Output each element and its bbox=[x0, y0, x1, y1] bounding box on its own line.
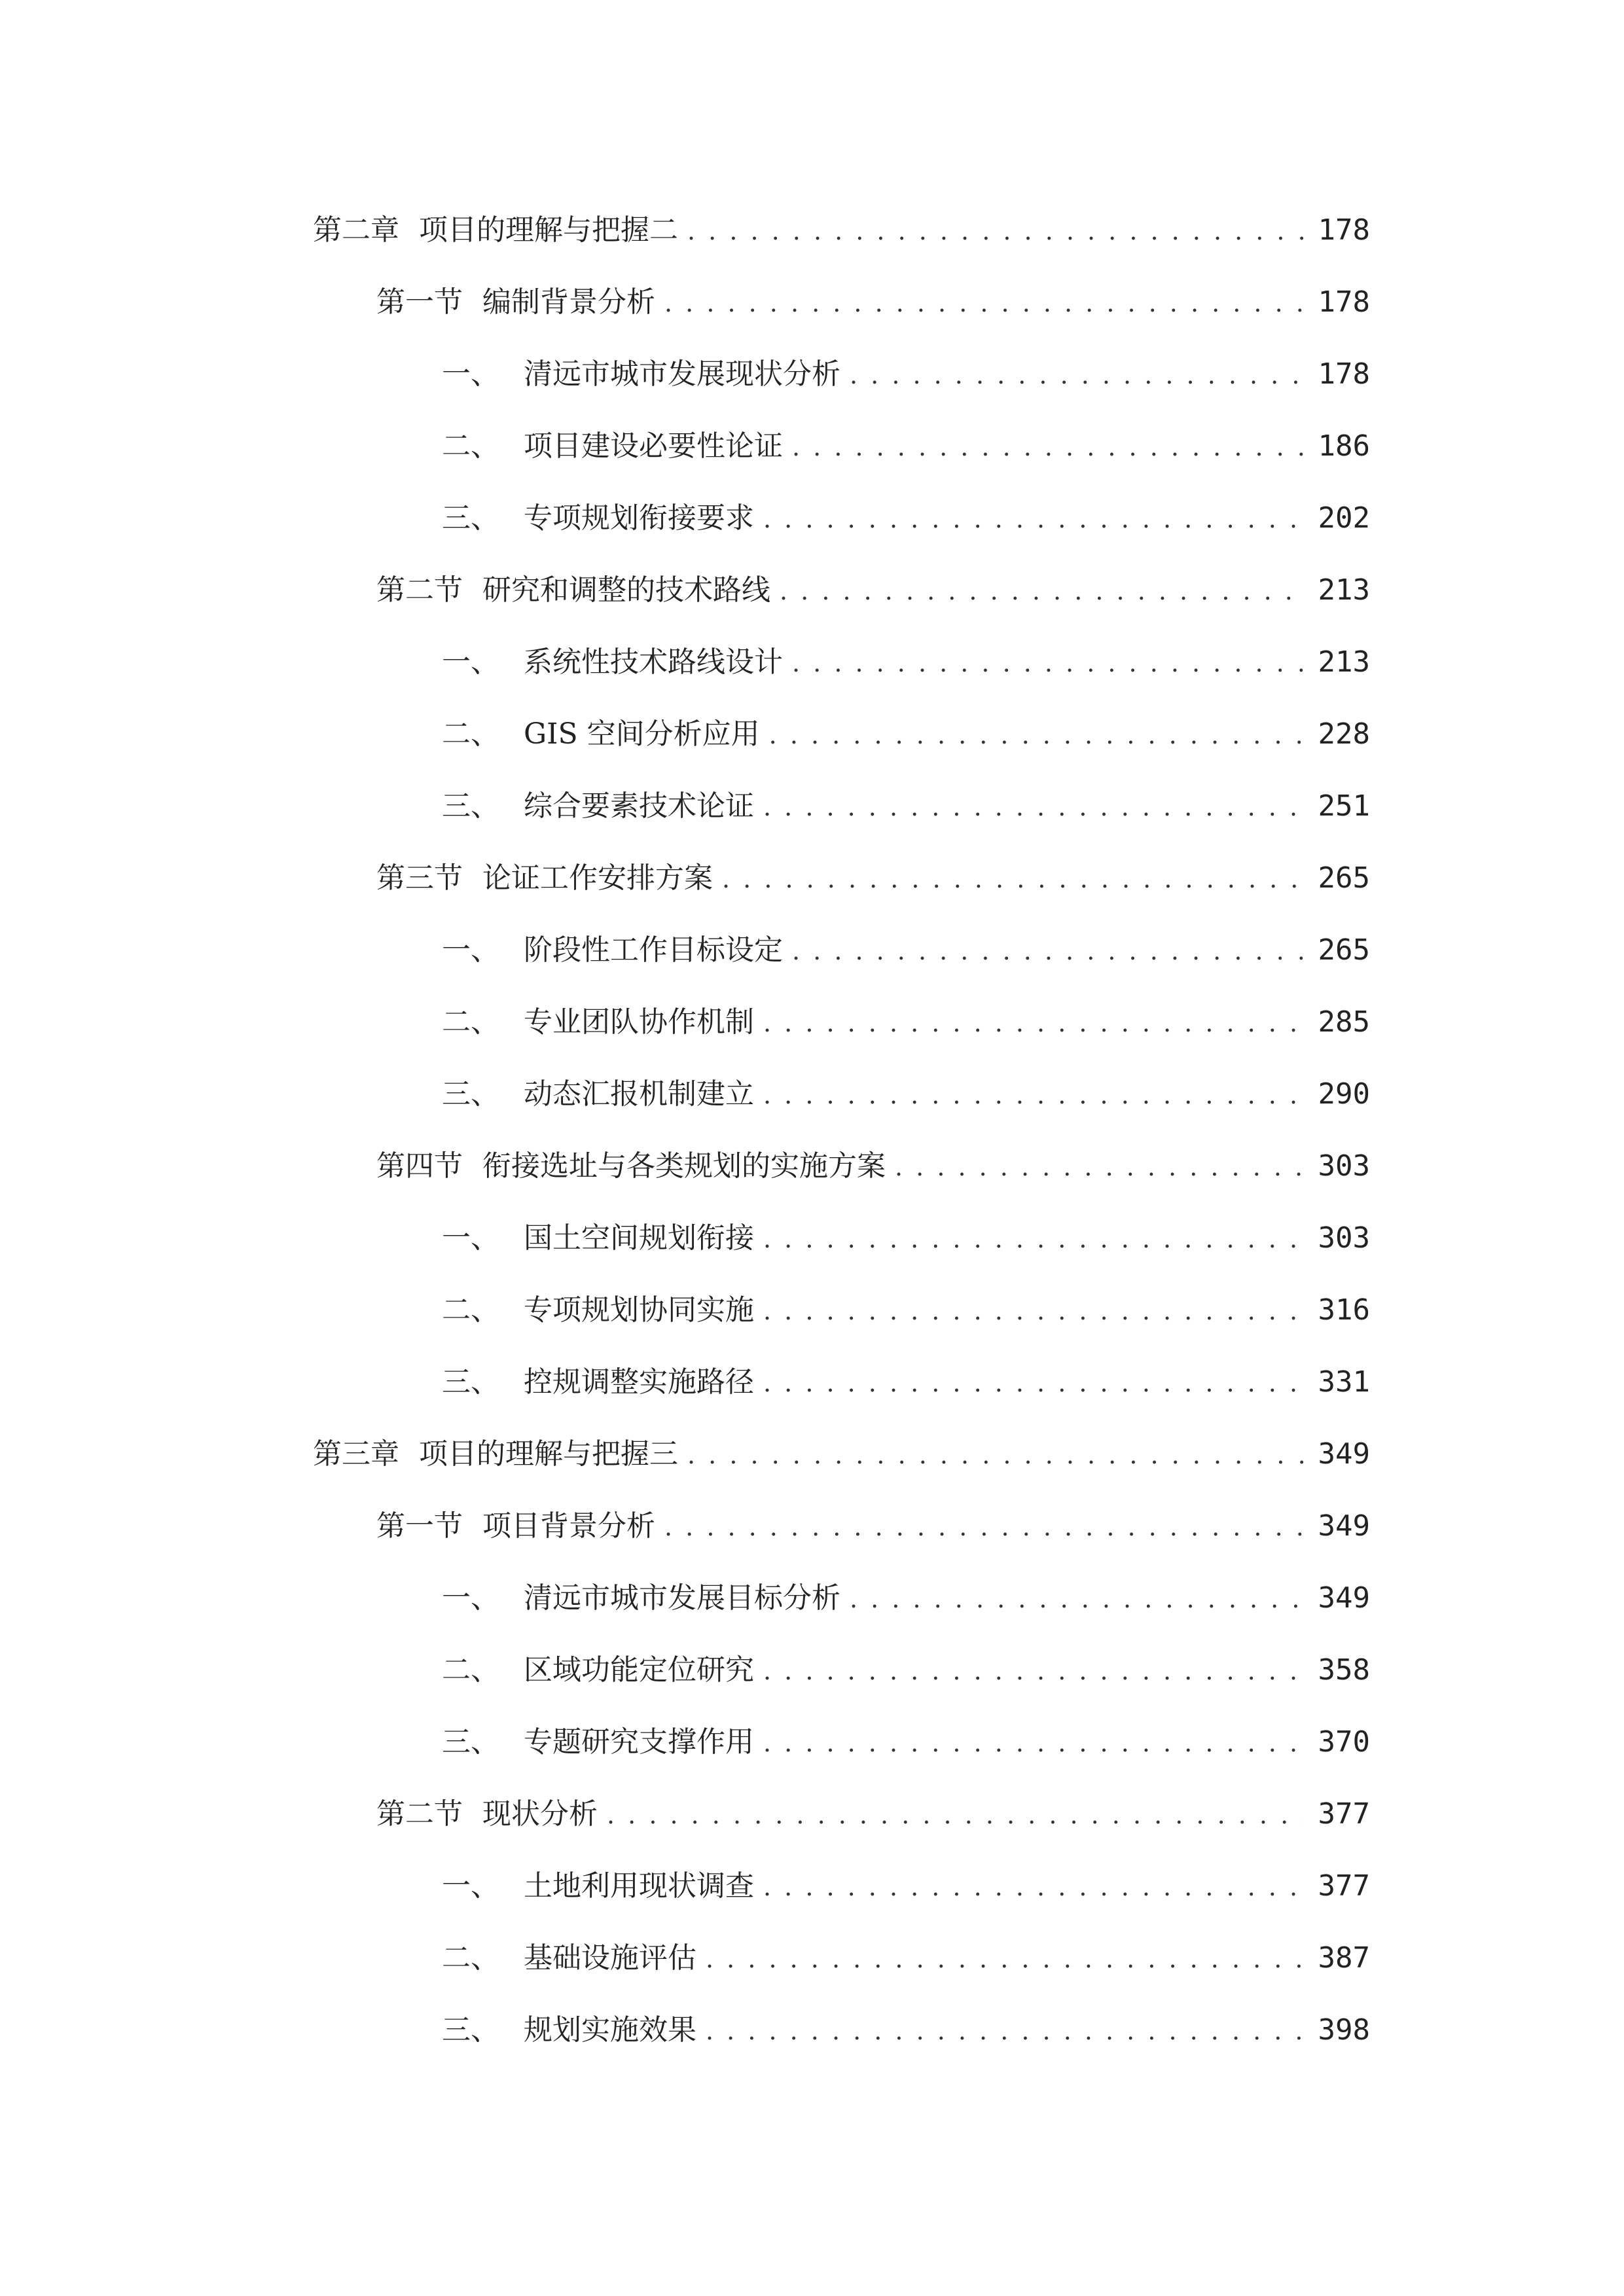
dot-leader bbox=[664, 288, 1304, 317]
dot-leader bbox=[687, 216, 1304, 245]
toc-marker: 一、 bbox=[442, 933, 499, 967]
toc-page-number: 178 bbox=[1318, 213, 1370, 247]
toc-marker: 一、 bbox=[442, 357, 499, 391]
dot-leader bbox=[706, 1944, 1304, 1973]
toc-marker: 三、 bbox=[442, 2013, 499, 2047]
toc-entry-item[interactable] bbox=[442, 410, 1370, 482]
toc-title: 专项规划协同实施 bbox=[524, 1293, 754, 1327]
toc-title: 清远市城市发展目标分析 bbox=[524, 1581, 840, 1615]
toc-entry-item[interactable] bbox=[442, 626, 1370, 698]
toc-page-number: 265 bbox=[1318, 861, 1370, 895]
toc-title: 土地利用现状调查 bbox=[524, 1869, 754, 1903]
toc-entry-item[interactable] bbox=[442, 1058, 1370, 1130]
toc-marker: 二、 bbox=[442, 429, 499, 463]
toc-entry-chapter[interactable] bbox=[313, 194, 1370, 266]
toc-title: 项目的理解与把握二 bbox=[419, 213, 678, 247]
toc-page-number: 349 bbox=[1318, 1509, 1370, 1543]
toc-page-number: 349 bbox=[1318, 1581, 1370, 1615]
toc-page-number: 178 bbox=[1318, 357, 1370, 391]
toc-page-number: 377 bbox=[1318, 1869, 1370, 1903]
toc-entry-item[interactable] bbox=[442, 1202, 1370, 1274]
toc-title: 综合要素技术论证 bbox=[524, 789, 754, 823]
dot-leader bbox=[763, 1368, 1304, 1397]
toc-title: 系统性技术路线设计 bbox=[524, 645, 783, 679]
toc-title: 专项规划衔接要求 bbox=[524, 501, 754, 535]
toc-page-number: 265 bbox=[1318, 933, 1370, 967]
toc-marker: 一、 bbox=[442, 1869, 499, 1903]
toc-page-number: 285 bbox=[1318, 1005, 1370, 1039]
toc-page-number: 377 bbox=[1318, 1797, 1370, 1831]
toc-marker: 第一节 bbox=[376, 285, 463, 319]
toc-title: 项目建设必要性论证 bbox=[524, 429, 783, 463]
toc-page-number: 398 bbox=[1318, 2013, 1370, 2047]
dot-leader bbox=[769, 720, 1304, 749]
toc-entry-item[interactable] bbox=[442, 1706, 1370, 1778]
dot-leader bbox=[664, 1512, 1304, 1541]
toc-page-number: 178 bbox=[1318, 285, 1370, 319]
toc-title: 国土空间规划衔接 bbox=[524, 1221, 754, 1255]
toc-title: 动态汇报机制建立 bbox=[524, 1077, 754, 1111]
dot-leader bbox=[722, 864, 1304, 893]
toc-entry-item[interactable] bbox=[442, 1562, 1370, 1634]
toc-page-number: 303 bbox=[1318, 1149, 1370, 1183]
toc-entry-item[interactable] bbox=[442, 1346, 1370, 1418]
toc-marker: 二、 bbox=[442, 1653, 499, 1687]
toc-title: 论证工作安排方案 bbox=[482, 861, 713, 895]
dot-leader bbox=[763, 792, 1304, 821]
toc-title: 阶段性工作目标设定 bbox=[524, 933, 783, 967]
toc-page-number: 213 bbox=[1318, 573, 1370, 607]
toc-title: 规划实施效果 bbox=[524, 2013, 696, 2047]
toc-entry-item[interactable] bbox=[442, 914, 1370, 986]
dot-leader bbox=[792, 432, 1304, 461]
toc-page-number: 387 bbox=[1318, 1941, 1370, 1975]
toc-title: GIS 空间分析应用 bbox=[524, 717, 760, 751]
dot-leader bbox=[706, 2016, 1304, 2045]
toc-title: 控规调整实施路径 bbox=[524, 1365, 754, 1399]
toc-entry-item[interactable] bbox=[442, 482, 1370, 554]
toc-page-number: 228 bbox=[1318, 717, 1370, 751]
toc-marker: 第二节 bbox=[376, 1797, 463, 1831]
toc-entry-item[interactable] bbox=[442, 1274, 1370, 1346]
toc-entry-section[interactable] bbox=[376, 1130, 1370, 1202]
dot-leader bbox=[895, 1152, 1304, 1181]
toc-entry-section[interactable] bbox=[376, 842, 1370, 914]
toc-entry-item[interactable] bbox=[442, 338, 1370, 410]
dot-leader bbox=[763, 1296, 1304, 1325]
toc-marker: 一、 bbox=[442, 645, 499, 679]
toc-marker: 三、 bbox=[442, 1077, 499, 1111]
toc-marker: 一、 bbox=[442, 1581, 499, 1615]
toc-entry-section[interactable] bbox=[376, 554, 1370, 626]
toc-entry-item[interactable] bbox=[442, 1922, 1370, 1994]
dot-leader bbox=[780, 576, 1304, 605]
toc-title: 专题研究支撑作用 bbox=[524, 1725, 754, 1759]
toc-marker: 三、 bbox=[442, 789, 499, 823]
toc-title: 项目背景分析 bbox=[482, 1509, 655, 1543]
toc-page-number: 358 bbox=[1318, 1653, 1370, 1687]
toc-title: 清远市城市发展现状分析 bbox=[524, 357, 840, 391]
toc-marker: 第四节 bbox=[376, 1149, 463, 1183]
toc-marker: 第三节 bbox=[376, 861, 463, 895]
toc-marker: 二、 bbox=[442, 1005, 499, 1039]
toc-page-number: 213 bbox=[1318, 645, 1370, 679]
dot-leader bbox=[687, 1440, 1304, 1469]
dot-leader bbox=[763, 1224, 1304, 1253]
dot-leader bbox=[792, 648, 1304, 677]
toc-title: 编制背景分析 bbox=[482, 285, 655, 319]
toc-entry-item[interactable] bbox=[442, 986, 1370, 1058]
toc-entry-item[interactable] bbox=[442, 770, 1370, 842]
toc-entry-section[interactable] bbox=[376, 266, 1370, 338]
toc-title: 现状分析 bbox=[482, 1797, 598, 1831]
toc-page-number: 331 bbox=[1318, 1365, 1370, 1399]
toc-entry-section[interactable] bbox=[376, 1778, 1370, 1850]
dot-leader bbox=[763, 1656, 1304, 1685]
toc-entry-item[interactable] bbox=[442, 698, 1370, 770]
toc-entry-item[interactable] bbox=[442, 1634, 1370, 1706]
toc-marker: 三、 bbox=[442, 1725, 499, 1759]
toc-marker: 二、 bbox=[442, 1293, 499, 1327]
dot-leader bbox=[763, 1728, 1304, 1757]
toc-title: 专业团队协作机制 bbox=[524, 1005, 754, 1039]
dot-leader bbox=[763, 504, 1304, 533]
dot-leader bbox=[763, 1008, 1304, 1037]
dot-leader bbox=[763, 1872, 1304, 1901]
toc-marker: 第二章 bbox=[313, 213, 399, 247]
toc-marker: 三、 bbox=[442, 1365, 499, 1399]
toc-marker: 二、 bbox=[442, 1941, 499, 1975]
toc-title: 项目的理解与把握三 bbox=[419, 1437, 678, 1471]
toc-entry-item[interactable] bbox=[442, 1850, 1370, 1922]
toc-page-number: 303 bbox=[1318, 1221, 1370, 1255]
dot-leader bbox=[792, 936, 1304, 965]
toc-marker: 第二节 bbox=[376, 573, 463, 607]
toc-title: 区域功能定位研究 bbox=[524, 1653, 754, 1687]
dot-leader bbox=[763, 1080, 1304, 1109]
toc-page-number: 316 bbox=[1318, 1293, 1370, 1327]
dot-leader bbox=[850, 1584, 1304, 1613]
toc-marker: 第一节 bbox=[376, 1509, 463, 1543]
toc-page-number: 202 bbox=[1318, 501, 1370, 535]
toc-title: 研究和调整的技术路线 bbox=[482, 573, 770, 607]
toc-page-number: 349 bbox=[1318, 1437, 1370, 1471]
toc-marker: 一、 bbox=[442, 1221, 499, 1255]
toc-entry-section[interactable] bbox=[376, 1490, 1370, 1562]
toc-title: 衔接选址与各类规划的实施方案 bbox=[482, 1149, 886, 1183]
toc-marker: 第三章 bbox=[313, 1437, 399, 1471]
dot-leader bbox=[607, 1800, 1304, 1829]
toc-marker: 三、 bbox=[442, 501, 499, 535]
toc-page-number: 290 bbox=[1318, 1077, 1370, 1111]
toc-page-number: 370 bbox=[1318, 1725, 1370, 1759]
toc-title: 基础设施评估 bbox=[524, 1941, 696, 1975]
dot-leader bbox=[850, 360, 1304, 389]
toc-marker: 二、 bbox=[442, 717, 499, 751]
toc-page-number: 186 bbox=[1318, 429, 1370, 463]
toc-entry-chapter[interactable] bbox=[313, 1418, 1370, 1490]
toc-page-number: 251 bbox=[1318, 789, 1370, 823]
toc-entry-item[interactable] bbox=[442, 1994, 1370, 2066]
